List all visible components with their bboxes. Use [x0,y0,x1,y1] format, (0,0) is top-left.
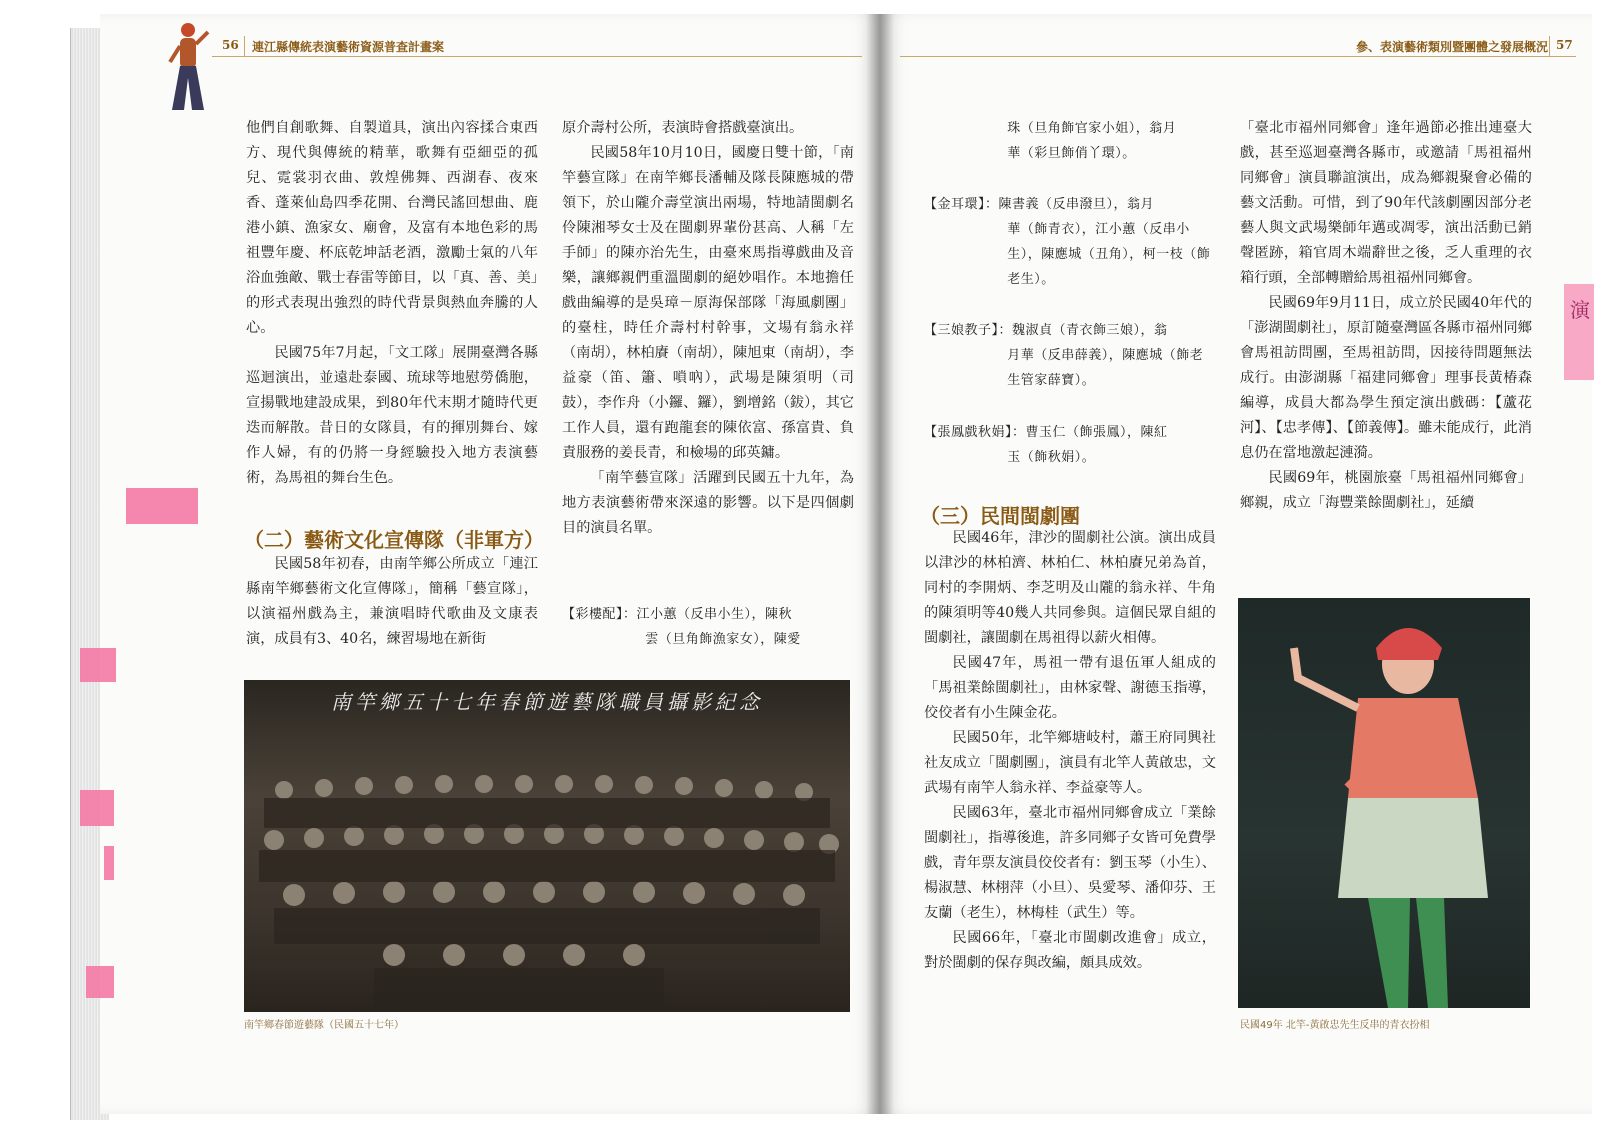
cast-role-line: 【張鳳戲秋娟】：曹玉仁（飾張鳳），陳紅 [924,425,1168,440]
right-page-number: 57 [1556,38,1573,52]
header-divider [1549,36,1550,56]
paragraph: 民國50年，北竿鄉塘岐村，蕭王府同興社社友成立「閩劇團」，演員有北竿人黃啟忠，文武場有南竿人翁永祥、李益豪等人。 [924,730,1216,796]
cast-role-line: 【彩樓配】：江小蕙（反串小生），陳秋 [562,607,793,622]
header-divider [244,36,245,56]
cast-continuation: 雲（旦角飾漁家女），陳愛 [645,632,801,647]
left-page-number: 56 [222,38,239,52]
sticky-tab [80,790,114,826]
paragraph: 民國58年10月10日，國慶日雙十節，「南竿藝宣隊」在南竿鄉長潘輔及隊長陳應城的帶領下，於山隴介壽堂演出兩場，特地請閩劇名伶陳湘琴女士及在閩劇界輩份甚高、人稱「左手師」的陳亦治先生，由臺來馬指導戲曲及音樂，讓鄉親們重溫閩劇的絕妙唱作。本地擔任戲曲編導的是吳璋－原海保部隊「海風劇團」的臺柱，時任介壽村村幹事，文場有翁永祥（南胡），林柏賡（南胡），陳旭東（南胡），李益豪（笛、簫、嗩吶），武場是陳須明（司鼓），李作舟（小鑼、鑼），劉增銘（鈸），其它工作人員，還有跑龍套的陳依富、孫富貴、負責服務的姜長青，和檢場的邱英鏞。 [562,145,854,461]
cast-continuation: 玉（飾秋娟）。 [1007,450,1096,465]
left-column-1 [246,116,538,491]
right-column-2 [1240,116,1532,516]
left-running-title: 連江縣傳統表演藝術資源普查計畫案 [252,40,445,54]
cast-role-line: 【三娘教子】：魏淑貞（青衣飾三娘），翁 [924,323,1168,338]
left-header-rule [212,56,862,57]
sticky-tab-right [1564,284,1594,380]
paragraph: 民國47年，馬祖一帶有退伍軍人組成的「馬祖業餘閩劇社」，由林家聲、謝德玉指導，佼佼者有小生陳金花。 [924,655,1216,721]
sticky-tab [80,648,116,682]
paragraph: 民國69年9月11日，成立於民國40年代的「澎湖閩劇社」，原訂隨臺灣區各縣市福州同鄉會馬祖訪問團，至馬祖訪問，因接待問題無法成行。由澎湖縣「福建同鄉會」理事長黃椿森編導，成員大都為學生預定演出戲碼：【蘆花河】、【忠孝傳】、【節義傳】。雖未能成行，此消息仍在當地激起漣漪。 [1240,295,1532,461]
right-running-title: 參、表演藝術類別暨團體之發展概況 [1356,40,1549,54]
cast-continuation: 珠（旦角飾官家小姐），翁月 [1007,121,1177,136]
portrait-photo-caption: 民國49年 北竿-黃啟忠先生反串的青衣扮相 [1240,1020,1430,1031]
left-column-1-lower [246,552,538,652]
cast-list-zhangfengxiqiujuan [924,420,1216,470]
paragraph: 「南竿藝宣隊」活躍到民國五十九年，為地方表演藝術帶來深遠的影響。以下是四個劇目的演員名單。 [562,470,854,536]
sticky-tab [86,966,114,998]
group-photo [244,680,850,1012]
cast-list-jinerhuan [924,192,1216,292]
cast-continuation: 月華（反串薛義），陳應城（飾老生管家薛寶）。 [1007,348,1204,388]
paragraph: 原介壽村公所，表演時會搭戲臺演出。 [562,120,804,136]
left-column-2 [562,116,854,541]
cast-list-caiquopei [562,602,854,652]
right-column-1 [924,526,1216,976]
dancer-illustration [166,18,210,114]
sticky-tab [126,488,198,524]
paragraph: 民國69年，桃園旅臺「馬祖福州同鄉會」鄉親，成立「海豐業餘閩劇社」，延續 [1240,470,1532,511]
section-heading: （三）民間閩劇團 [920,504,1080,528]
cast-continuation: 華（飾青衣），江小蕙（反串小生），陳應城（丑角），柯一枝（飾老生）。 [1007,222,1211,287]
paragraph: 民國66年，「臺北市閩劇改進會」成立，對於閩劇的保存與改編，頗具成效。 [924,930,1216,971]
book-spine [866,14,894,1114]
paragraph: 他們自創歌舞、自製道具，演出內容揉合東西方、現代與傳統的精華，歌舞有亞細亞的孤兒、霓裳羽衣曲、敦煌佛舞、西湖春、夜來香、蓬萊仙島四季花開、台灣民謠回想曲、鹿港小鎮、漁家女、廟會，及富有本地色彩的馬祖豐年慶、杯底乾坤話老酒，激勵士氣的八年浴血強敵、戰士春雷等節目，以「真、善、美」的形式表現出強烈的時代背景與熱血奔騰的人心。 [246,120,538,336]
cast-list-caiquopei-continued [924,116,1216,166]
paragraph: 「臺北市福州同鄉會」逢年過節必推出連臺大戲，甚至巡迴臺灣各縣市，或邀請「馬祖福州同鄉會」演員聯誼演出，成為鄉親聚會必備的藝文活動。可惜，到了90年代該劇團因部分老藝人與文武場樂師年邁或凋零，演出活動已銷聲匿跡，箱官周木端辭世之後，乏人重理的衣箱行頭，全部轉贈給馬祖福州同鄉會。 [1240,120,1532,286]
group-photo-caption: 南竿鄉春節遊藝隊（民國五十七年） [244,1020,404,1031]
cast-continuation: 華（彩旦飾俏丫環）。 [1007,146,1136,161]
right-header-rule [900,56,1576,57]
section-heading: （二）藝術文化宣傳隊（非軍方） [244,528,544,552]
sticky-tab [104,846,114,880]
paragraph: 民國63年，臺北市福州同鄉會成立「業餘閩劇社」，指導後進，許多同鄉子女皆可免費學戲，青年票友演員佼佼者有：劉玉琴（小生）、楊淑慧、林栩萍（小旦）、吳愛琴、潘仰芬、王友蘭（老生），林梅桂（武生）等。 [924,805,1216,921]
paragraph: 民國58年初春，由南竿鄉公所成立「連江縣南竿鄉藝術文化宣傳隊」，簡稱「藝宣隊」，以演福州戲為主，兼演唱時代歌曲及文康表演，成員有3、40名，練習場地在新街 [246,556,538,647]
sticky-tab-text: 演 [1570,298,1590,322]
portrait-photo [1238,598,1530,1008]
paragraph: 民國75年7月起，「文工隊」展開臺灣各縣巡迴演出，並遠赴泰國、琉球等地慰勞僑胞，宣揚戰地建設成果，到80年代末期才隨時代更迭而解散。昔日的女隊員，有的揮別舞台、嫁作人婦，有的仍將一身經驗投入地方表演藝術，為馬祖的舞台生色。 [246,345,538,486]
cast-role-line: 【金耳環】：陳書義（反串潑旦），翁月 [924,197,1155,212]
paragraph: 民國46年，津沙的閩劇社公演。演出成員以津沙的林柏濟、林柏仁、林柏賡兄弟為首，同村的李開炳、李芝明及山隴的翁永祥、牛角的陳須明等40幾人共同參與。這個民眾自組的閩劇社，讓閩劇在馬祖得以薪火相傳。 [924,530,1216,646]
cast-list-sanniangjiaozi [924,318,1216,393]
photo-inscription: 南竿鄉五十七年春節遊藝隊職員攝影紀念 [331,690,763,714]
